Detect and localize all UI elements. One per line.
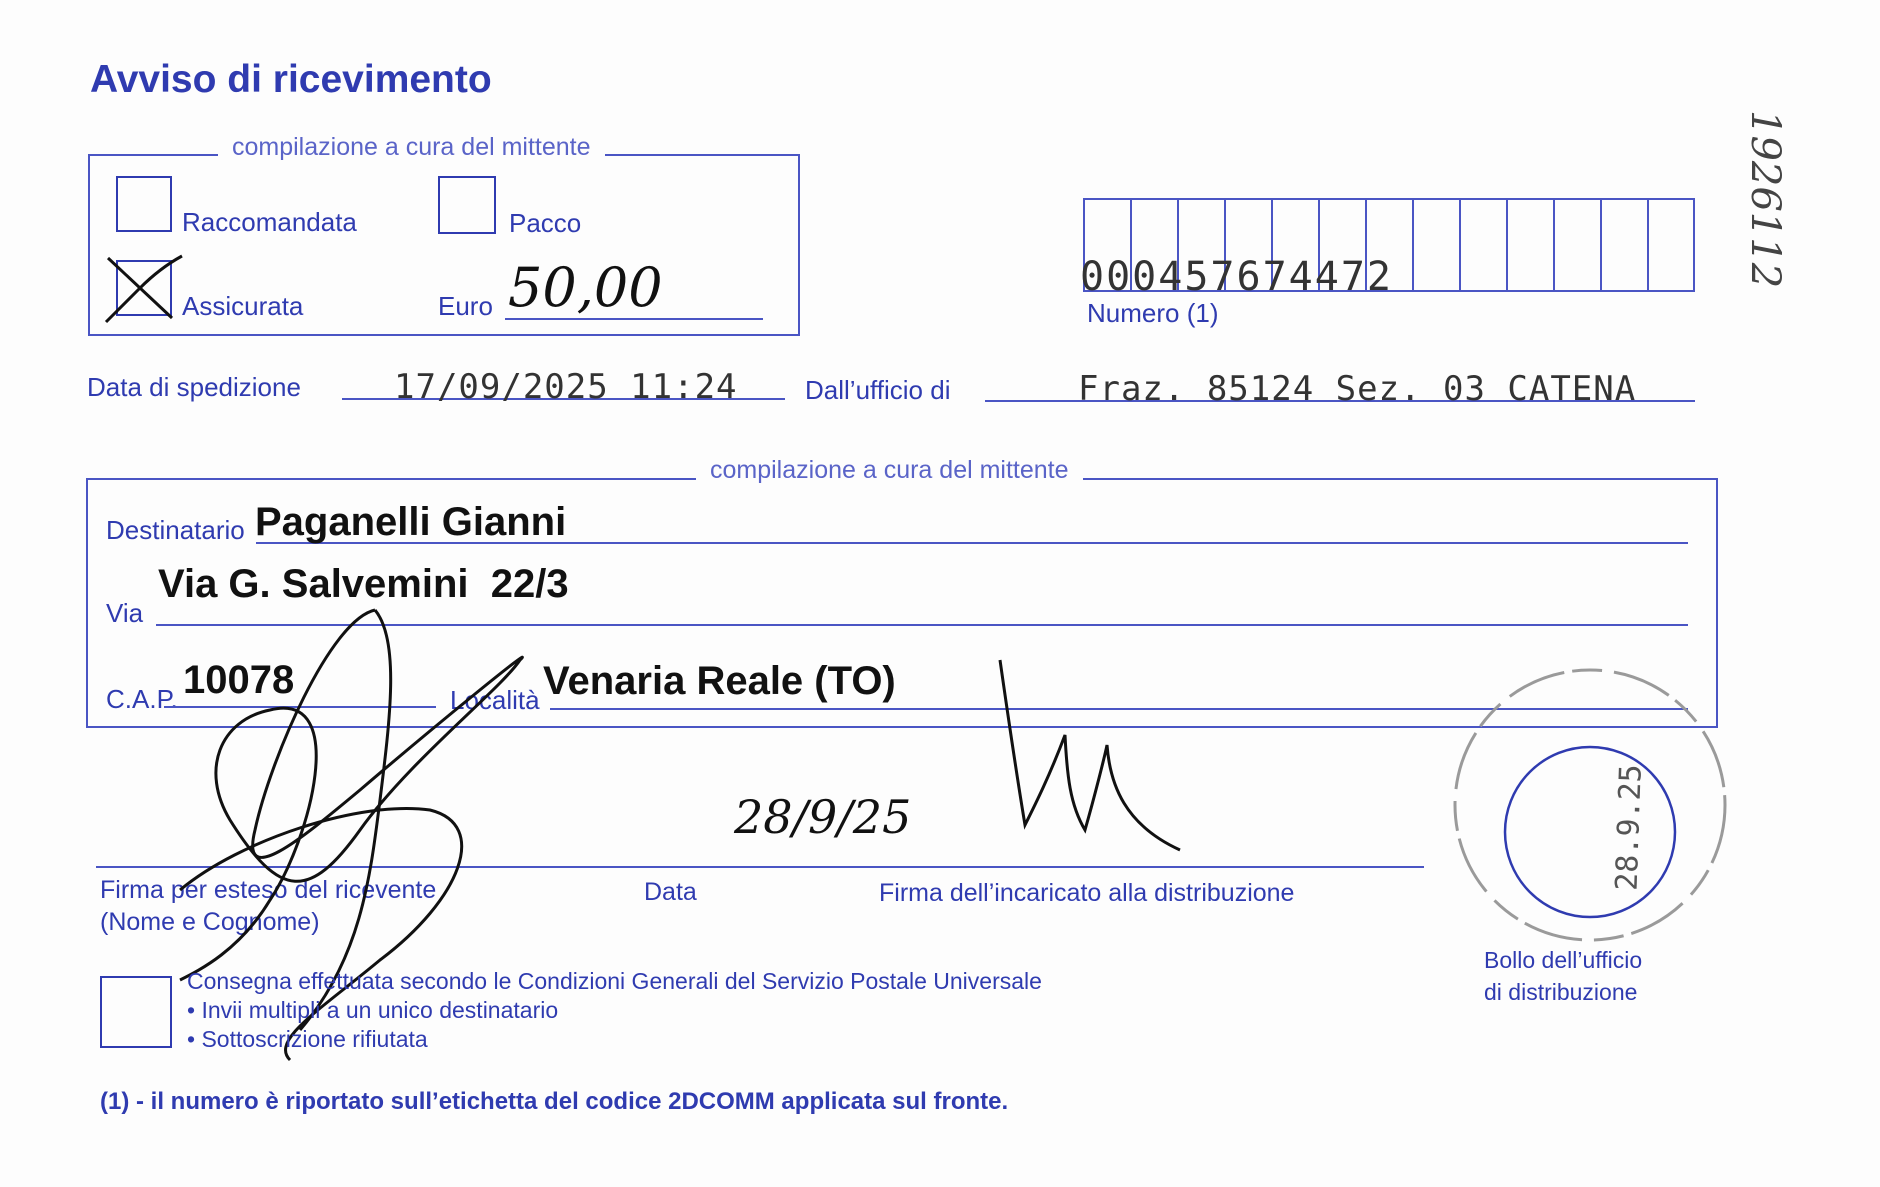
data-firma-label: Data [644, 878, 697, 906]
firma-incaricato-label: Firma dell’incaricato alla distribuzione [879, 879, 1295, 907]
cap-label: C.A.P. [106, 684, 178, 714]
recipient-section-label: compilazione a cura del mittente [696, 456, 1083, 485]
localita-label: Località [450, 685, 540, 715]
ufficio-label: Dall’ufficio di [805, 375, 951, 405]
via-value: Via G. Salvemini 22/3 [158, 562, 569, 606]
postmark-stamp-icon [1440, 655, 1740, 955]
data-spedizione-value: 17/09/2025 11:24 [394, 367, 738, 407]
data-spedizione-label: Data di spedizione [87, 372, 301, 402]
postmark-date: 28.9.25 [1609, 763, 1649, 892]
euro-value-handwritten: 50,00 [508, 256, 663, 319]
consegna-line2: • Invii multipli a un unico destinatario [187, 997, 559, 1023]
sender-section-label: compilazione a cura del mittente [218, 133, 605, 162]
consegna-line1: Consegna effettuata secondo le Condizioni Generali del Servizio Postale Universale [187, 968, 1042, 994]
footnote: (1) - il numero è riportato sull’etichetta del codice 2DCOMM applicata sul fronte. [100, 1088, 1009, 1115]
consegna-checkbox[interactable] [100, 976, 172, 1048]
courier-signature [995, 655, 1185, 855]
euro-label: Euro [438, 291, 493, 321]
bollo-label-2: di distribuzione [1484, 979, 1638, 1005]
numero-value: 000457674472 [1080, 254, 1393, 300]
checkmark-x-icon [100, 248, 190, 328]
assicurata-label: Assicurata [182, 291, 304, 321]
ufficio-value: Fraz. 85124 Sez. 03 CATENA [1078, 369, 1637, 409]
cap-value: 10078 [183, 658, 295, 702]
raccomandata-checkbox[interactable] [116, 176, 172, 232]
raccomandata-label: Raccomandata [182, 207, 357, 237]
destinatario-value: Paganelli Gianni [255, 500, 567, 544]
pacco-checkbox[interactable] [438, 176, 496, 234]
nome-cognome-label: (Nome e Cognome) [100, 908, 320, 936]
form-title: Avviso di ricevimento [90, 58, 492, 101]
consegna-line3: • Sottoscrizione rifiutata [187, 1026, 428, 1052]
pacco-label: Pacco [509, 208, 582, 238]
destinatario-label: Destinatario [106, 515, 245, 545]
data-firma-handwritten: 28/9/25 [734, 790, 912, 844]
margin-handwriting: 1926112 [1742, 110, 1788, 289]
firma-ricevente-label: Firma per esteso del ricevente [100, 876, 437, 904]
localita-value: Venaria Reale (TO) [543, 659, 896, 703]
numero-label: Numero (1) [1087, 298, 1219, 328]
via-label: Via [106, 598, 144, 628]
bollo-label-1: Bollo dell’ufficio [1484, 947, 1643, 973]
